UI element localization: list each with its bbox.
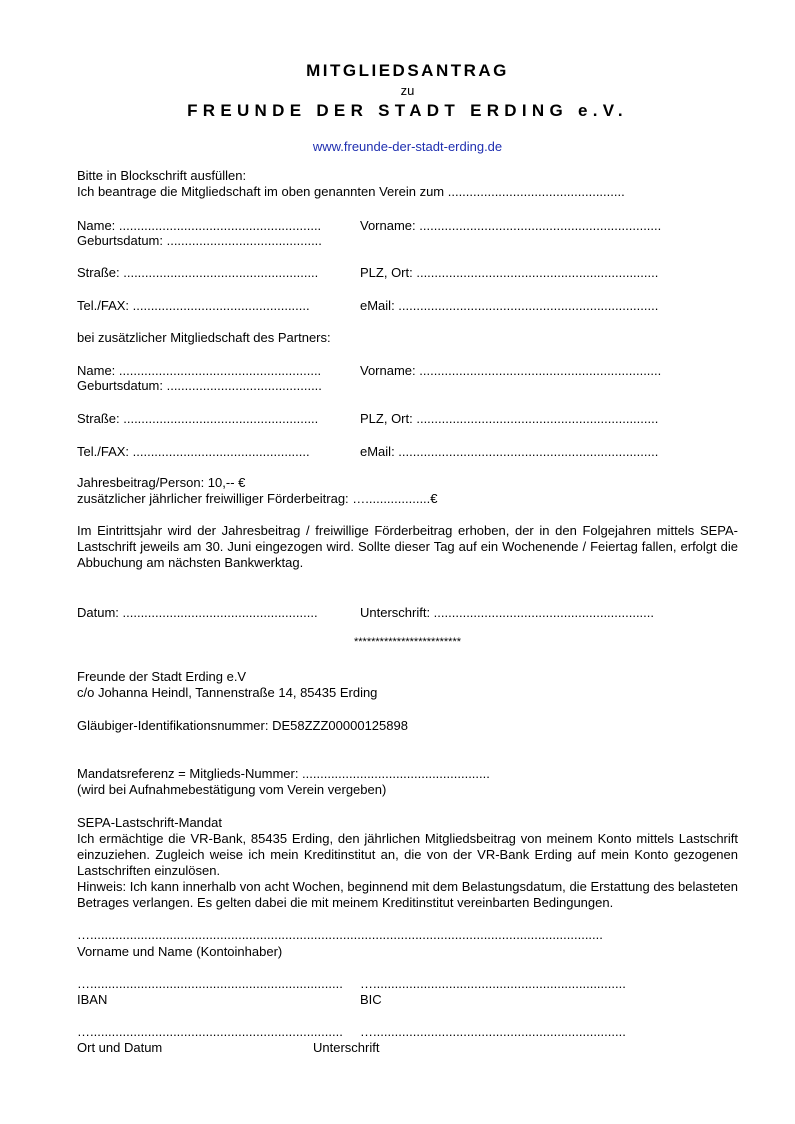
partner-plz-ort-field[interactable]: PLZ, Ort: ................................................................... [360, 411, 659, 426]
jahresbeitrag-text: Jahresbeitrag/Person: 10,-- € [77, 475, 246, 490]
partner-strasse-field[interactable]: Straße: ...................................................... [77, 411, 319, 426]
kontoinhaber-line[interactable]: ….............................................................................................................................................. [77, 927, 603, 942]
unterschrift-line[interactable]: …...................................................................... [360, 1024, 626, 1039]
intro-instruction: Bitte in Blockschrift ausfüllen: [77, 168, 247, 183]
member-geburtsdatum-field[interactable]: Geburtsdatum: ........................................... [77, 233, 322, 248]
iban-line[interactable]: …...................................................................... [77, 976, 343, 991]
member-telfax-field[interactable]: Tel./FAX: ................................................. [77, 298, 310, 313]
membership-start-field[interactable]: Ich beantrage die Mitgliedschaft im oben genannten Verein zum ................................................. [77, 184, 625, 199]
member-vorname-field[interactable]: Vorname: ................................................................... [360, 218, 662, 233]
address-line-1: Freunde der Stadt Erding e.V [77, 669, 247, 684]
website-link[interactable]: www.freunde-der-stadt-erding.de [312, 139, 503, 154]
bic-line[interactable]: …...................................................................... [360, 976, 626, 991]
foerderbeitrag-field[interactable]: zusätzlicher jährlicher freiwilliger Förderbeitrag: …..................€ [77, 491, 438, 506]
partner-heading: bei zusätzlicher Mitgliedschaft des Partners: [77, 330, 331, 345]
bic-label: BIC [360, 992, 382, 1007]
kontoinhaber-label: Vorname und Name (Kontoinhaber) [77, 944, 283, 959]
partner-name-field[interactable]: Name: ........................................................ [77, 363, 322, 378]
address-line-2: c/o Johanna Heindl, Tannenstraße 14, 85435 Erding [77, 685, 378, 700]
ort-datum-label: Ort und Datum [77, 1040, 163, 1055]
member-email-field[interactable]: eMail: ........................................................................ [360, 298, 659, 313]
sepa-heading: SEPA-Lastschrift-Mandat [77, 815, 222, 830]
title-connector: zu [400, 83, 415, 98]
star-separator: ************************* [353, 636, 462, 648]
member-name-field[interactable]: Name: ........................................................ [77, 218, 322, 233]
partner-email-field[interactable]: eMail: ........................................................................ [360, 444, 659, 459]
partner-telfax-field[interactable]: Tel./FAX: ................................................. [77, 444, 310, 459]
datum-field[interactable]: Datum: ...................................................... [77, 605, 318, 620]
unterschrift-label: Unterschrift [313, 1040, 380, 1055]
sepa-refund-hint: Hinweis: Ich kann innerhalb von acht Wochen, beginnend mit dem Belastungsdatum, die Erstattung des belasteten Betrages verlangen. Es gelten dabei die mit meinem Kreditinstitut vereinbarten Bedingungen. [77, 879, 738, 911]
glaeubiger-id: Gläubiger-Identifikationsnummer: DE58ZZZ00000125898 [77, 718, 408, 733]
member-plz-ort-field[interactable]: PLZ, Ort: ................................................................... [360, 265, 659, 280]
mandatsreferenz-field[interactable]: Mandatsreferenz = Mitglieds-Nummer: .................................................... [77, 766, 490, 781]
partner-geburtsdatum-field[interactable]: Geburtsdatum: ........................................... [77, 378, 322, 393]
unterschrift-field[interactable]: Unterschrift: ............................................................. [360, 605, 655, 620]
ort-datum-line[interactable]: …...................................................................... [77, 1024, 343, 1039]
iban-label: IBAN [77, 992, 108, 1007]
member-strasse-field[interactable]: Straße: ...................................................... [77, 265, 319, 280]
organization-title: FREUNDE DER STADT ERDING e.V. [187, 101, 628, 120]
mandatsreferenz-hint: (wird bei Aufnahmebestätigung vom Verein vergeben) [77, 782, 387, 797]
sepa-authorization-text: Ich ermächtige die VR-Bank, 85435 Erding, den jährlichen Mitgliedsbeitrag von meinem Konto mittels Lastschrift einzuziehen. Zugleich weise ich mein Kreditinstitut an, die von der VR-Bank Erding auf mein Konto gezogenen Lastschriften einzulösen. [77, 831, 738, 879]
info-paragraph: Im Eintrittsjahr wird der Jahresbeitrag / freiwillige Förderbeitrag erhoben, der in den Folgejahren mittels SEPA-Lastschrift jeweils am 30. Juni eingezogen wird. Sollte dieser Tag auf ein Wochenende / Feiertag fallen, erfolgt die Abbuchung am nächsten Bankwerktag. [77, 523, 738, 571]
page-title: MITGLIEDSANTRAG [306, 61, 509, 80]
partner-vorname-field[interactable]: Vorname: ................................................................... [360, 363, 662, 378]
